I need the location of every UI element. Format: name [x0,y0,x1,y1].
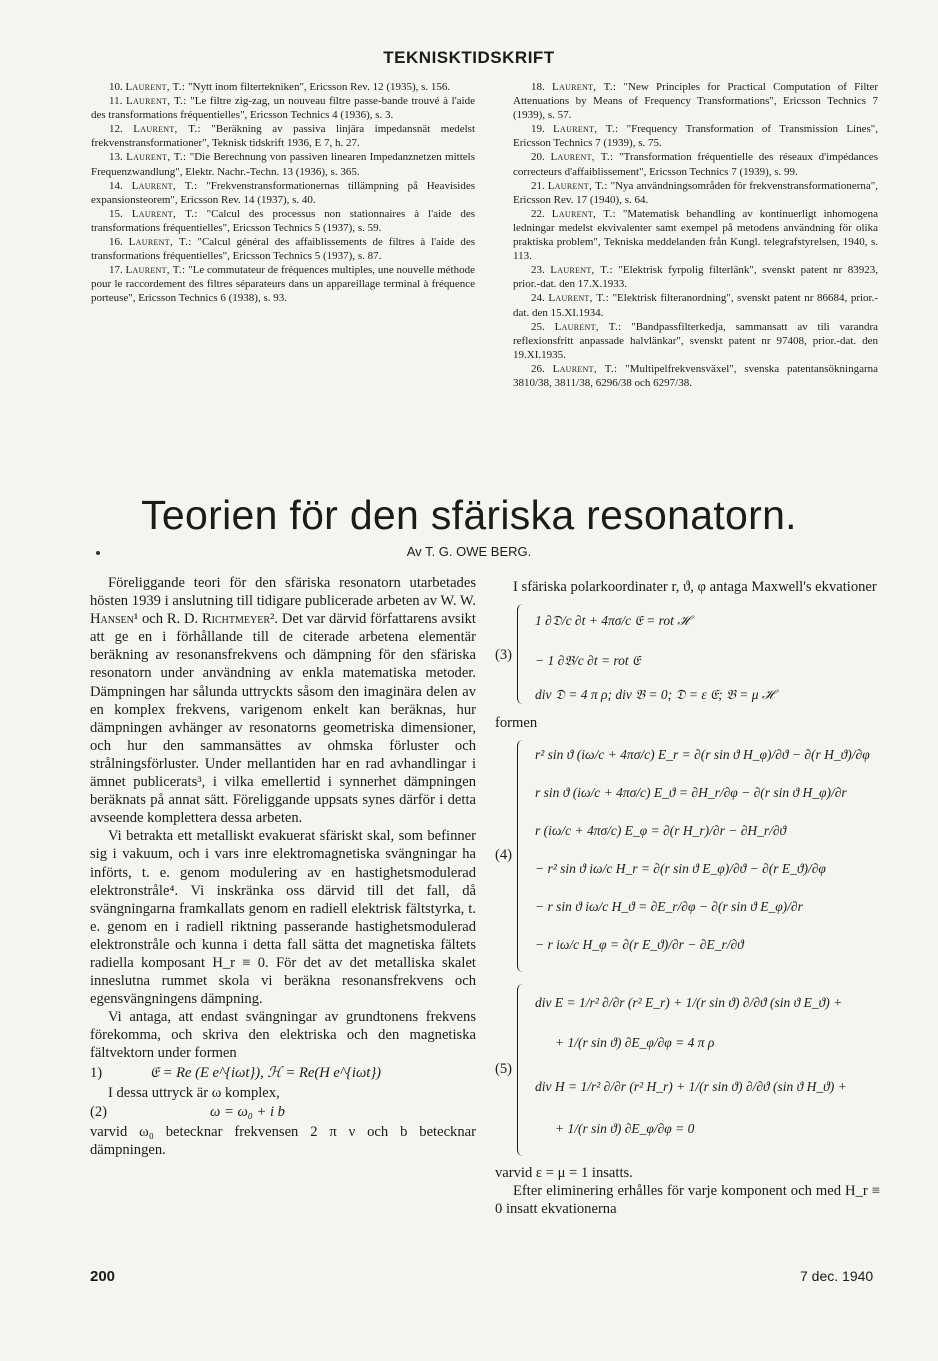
reference-author: Laurent, T.: [552,81,617,93]
reference-item [513,291,878,319]
equation-line: r (iω/c + 4πσ/c) E_φ = ∂(r H_r)/∂r − ∂H_r/∂ϑ [535,823,787,839]
reference-number: 24. [531,292,545,305]
reference-text: "Nytt inom filtertekniken", Ericsson Rev. 12 (1935), s. 156. [188,81,451,93]
reference-number: 11. [109,95,123,108]
paragraph-assumption: Vi antaga, att endast svängningar av grundtonens frekvens förekomma, och skriva den elektriska och den magnetiska fältvektorn under formen [90,1009,476,1062]
equation-number: (3) [495,647,513,664]
journal-title-a: TEKNISK [383,48,462,67]
reference-number: 13. [109,151,123,164]
paragraph-intro: Föreliggande teori för den sfäriska resonatorn utarbetades hösten 1939 i anslutning till tidigare publicerade arbeten av W. W. Hansen¹ och R. D. Richtmeyer². Det var därvid författarens avsikt att ge en i förhållande till de citerade arbetena elementär beräkning av resonansfrekvens och dämpning för den sfäriska resonatorn under användning av enkla matematiska metoder. Dämpningen har sålunda uttryckts såsom den imaginära delen av en komplex frekvens, varigenom enkelt kan beräknas, hur dämpningen avhänger av resonatorns geometriska dimensioner, och hur den sammansättes av ohmska förluster och strålningsförluster. Under mellantiden har en rad avhandlingar i ämnet publicerats³, i vilka emellertid i synnerhet dämpningen beräknats på annat sätt. Föreliggande uppsats synes därför i detta avseende komplettera dessa arbeten. [90,575,476,827]
reference-text: "Elektrisk filteranordning", svenskt patent nr 86684, prior.-dat. den 15.XI.1934. [513,292,879,319]
reference-author: Laurent, T.: [553,123,619,136]
reference-item [513,122,878,150]
equation-number: (5) [495,1061,513,1078]
reference-item [91,150,475,178]
reference-text: "Le commutateur de fréquences multiples, une nouvelle méthode pour le raccordement des filtres séparateurs dans un appareillage terminal à fréquence porteuse", Ericsson Technics 6 (1938), s. 93. [91,264,475,305]
reference-text: "Multipelfrekvensväxel", svenska patentansökningarna 3810/38, 3811/38, 6296/38 och 6297/38. [513,362,878,389]
reference-author: Laurent, T.: [128,236,192,249]
journal-title-b: TIDSKRIFT [461,48,555,67]
reference-number: 10. [109,81,123,93]
reference-text: "Matematisk behandling av kontinuerligt inhomogena ledningar medelst ekvivalenter samt exempel på metodens användning för olika praktiska problem", Tekniska meddelanden från Kungl. telegrafstyrelsen, 1940, s. 113. [513,207,878,263]
paragraph-substitution: varvid ε = μ = 1 insatts. [495,1165,633,1182]
reference-number: 18. [531,81,545,93]
equation-text: ω = ω₀ + i b [210,1103,285,1120]
equation-number: (2) [90,1103,108,1120]
reference-number: 14. [109,179,123,192]
reference-number: 20. [531,151,545,164]
reference-number: 21. [531,179,545,192]
reference-item [513,207,878,263]
reference-number: 16. [109,236,123,249]
reference-text: "New Principles for Practical Computation of Filter Attenuations by Means of Frequency Transformations", Ericsson Technics 7 (1939), s. 57. [513,81,879,122]
reference-item [91,122,475,150]
paragraph-maxwell: I sfäriska polarkoordinater r, ϑ, φ antaga Maxwell's ekvationer [513,579,877,595]
reference-text: "Bandpassfilterkedja, sammansatt av tili varandra reflexionsfritt anpassade halvlänkar", svenskt patent nr 97408, prior.-dat. den 19.XI.1935. [513,320,879,361]
reference-author: Laurent, T.: [550,264,613,277]
reference-text: "Calcul général des affaiblissements de filtres à l'aide des transformations fréquentielles", Ericsson Technics 5 (1937), s. 87. [91,236,476,263]
equation-number: (4) [495,847,513,864]
reference-author: Laurent, T.: [133,123,201,136]
reference-author: Laurent, T.: [550,151,614,164]
reference-text: "Transformation fréquentielle des réseaux d'impédances correcteurs d'affaiblissement", Ericsson Technics 7 (1939), s. 99. [513,151,879,178]
equation-line: − r iω/c H_φ = ∂(r E_ϑ)/∂r − ∂E_r/∂ϑ [535,937,744,953]
left-column [90,574,476,1159]
equation-line: 1 ∂𝔇/c ∂t + 4πσ/c 𝔈 = rot ℋ [535,613,690,629]
page-number: 200 [90,1268,116,1285]
reference-author: Laurent, T.: [125,81,186,93]
reference-text: "Elektrisk fyrpolig filterlänk", svenskt patent nr 83923, prior.-dat. den 17.X.1933. [513,264,878,291]
reference-item [91,94,475,122]
equation-line: div E = 1/r² ∂/∂r (r² E_r) + 1/(r sin ϑ) ∂/∂ϑ (sin ϑ E_ϑ) + [535,995,843,1011]
equation-1 [90,1064,476,1083]
paragraph-elimination: Efter eliminering erhålles för varje komponent och med H_r ≡ 0 insatt ekvationerna [495,1183,880,1218]
reference-item [513,80,878,122]
equation-line: div 𝔇 = 4 π ρ; div 𝔅 = 0; 𝔇 = ε 𝔈; 𝔅 = μ ℋ [535,687,775,703]
equation-line: − r² sin ϑ iω/c H_r = ∂(r sin ϑ E_φ)/∂ϑ − ∂(r E_ϑ)/∂φ [535,861,826,877]
equation-line: r² sin ϑ (iω/c + 4πσ/c) E_r = ∂(r sin ϑ H_φ)/∂ϑ − ∂(r H_ϑ)/∂φ [535,747,870,763]
article-byline: Av T. G. OWE BERG. [406,544,532,559]
equation-line: + 1/(r sin ϑ) ∂E_φ/∂φ = 0 [555,1121,695,1137]
equation-line: + 1/(r sin ϑ) ∂E_φ/∂φ = 4 π ρ [555,1035,715,1051]
right-column [495,578,880,1218]
brace [517,740,526,972]
references-left [91,80,475,306]
reference-author: Laurent, T.: [552,362,618,375]
speck [96,551,100,555]
equation-system-5 [495,980,880,1160]
reference-author: Laurent, T.: [554,320,622,333]
reference-text: "Frekvenstransformationernas tillämpning på Heavisides expansionsteorem", Ericsson Rev. 14 (1937), s. 40. [91,179,475,206]
reference-author: Laurent, T.: [548,292,609,305]
reference-author: Laurent, T.: [551,207,616,220]
reference-item [91,80,475,94]
reference-number: 25. [531,320,545,333]
reference-number: 26. [531,362,545,375]
paragraph-complex: I dessa uttryck är ω komplex, [108,1084,280,1101]
reference-author: Laurent, T.: [126,151,187,164]
reference-number: 15. [109,207,123,220]
reference-item [91,263,475,305]
equation-system-3 [495,600,880,710]
reference-text: "Die Berechnung von passiven linearen Impedanznetzen mittels Frequenzwandlung", Elektr. Nachr.-Techn. 13 (1936), s. 365. [91,151,476,178]
equation-text: 𝔈 = Re (E e^{iωt}), ℋ = Re(H e^{iωt}) [150,1064,382,1081]
equation-system-4 [495,736,880,976]
equation-2 [90,1103,476,1122]
equation-line: div H = 1/r² ∂/∂r (r² H_r) + 1/(r sin ϑ) ∂/∂ϑ (sin ϑ H_ϑ) + [535,1079,847,1095]
reference-item [513,179,878,207]
paragraph-formen: formen [495,715,538,732]
reference-item [91,207,475,235]
paragraph-setup: Vi betrakta ett metalliskt evakuerat sfäriskt skal, som befinner sig i vakuum, och i vars inre elektromagnetiska svängningar ha införts, t. e. genom modulering av en hastighetsmodulerad elektronstråle⁴. Vi inskränka oss därvid till det fall, då svängningarna framkallats genom en radiell elektrisk fältstyrka, t. e. genom en i radiell riktning passerande hastighetsmodulerad elektronstråle och kunna i detta fall sätta det magnetiska fältets radiella komposant H_r ≡ 0. För det av det metalliska skalet inneslutna rummet skola vi beräkna resonansfrekvens och egensvängningens dämpning. [90,828,476,1008]
article-title: Teorien för den sfäriska resonatorn. [141,492,797,538]
reference-text: "Beräkning av passiva linjära impedansnät medelst frekvenstransformationer", Teknisk tidskrift 1936, E 7, h. 27. [91,123,476,150]
reference-item [513,150,878,178]
equation-number: 1) [90,1064,103,1081]
reference-author: Laurent, T.: [125,95,187,108]
reference-item [91,235,475,263]
reference-author: Laurent, T.: [131,207,198,220]
brace [517,604,526,704]
references-right [513,80,878,390]
reference-text: "Frequency Transformation of Transmission Lines", Ericsson Technics 7 (1939), s. 75. [513,123,878,150]
reference-author: Laurent, T.: [125,264,186,277]
reference-number: 12. [109,123,123,136]
equation-line: − 1 ∂𝔅/c ∂t = rot 𝔈 [535,653,641,669]
journal-header [0,48,938,68]
paragraph-definitions: varvid ω₀ betecknar frekvensen 2 π ν och b betecknar dämpningen. [90,1123,476,1158]
reference-number: 23. [531,264,545,277]
reference-item [91,179,475,207]
reference-number: 22. [531,207,545,220]
reference-text: "Calcul des processus non stationnaires à l'aide des transformations fréquentielles", Ericsson Technics 5 (1937), s. 59. [91,207,476,234]
equation-line: r sin ϑ (iω/c + 4πσ/c) E_ϑ = ∂H_r/∂φ − ∂(r sin ϑ H_φ)/∂r [535,785,847,801]
reference-text: "Nya användningsområden för frekvenstransformationerna", Ericsson Rev. 17 (1940), s. 64. [513,179,878,206]
brace [517,984,526,1156]
reference-author: Laurent, T.: [131,179,198,192]
reference-item [513,320,878,362]
equation-line: − r sin ϑ iω/c H_ϑ = ∂E_r/∂φ − ∂(r sin ϑ E_φ)/∂r [535,899,803,915]
reference-item [513,362,878,390]
reference-text: "Le filtre zig-zag, un nouveau filtre passe-bande trouvé à l'aide des transformations fréquentielles", Ericsson Technics 4 (1936), s. 3. [91,95,475,122]
reference-item [513,263,878,291]
reference-number: 19. [531,123,545,136]
reference-author: Laurent, T.: [547,179,608,192]
issue-date: 7 dec. 1940 [800,1268,874,1284]
reference-number: 17. [109,264,123,277]
